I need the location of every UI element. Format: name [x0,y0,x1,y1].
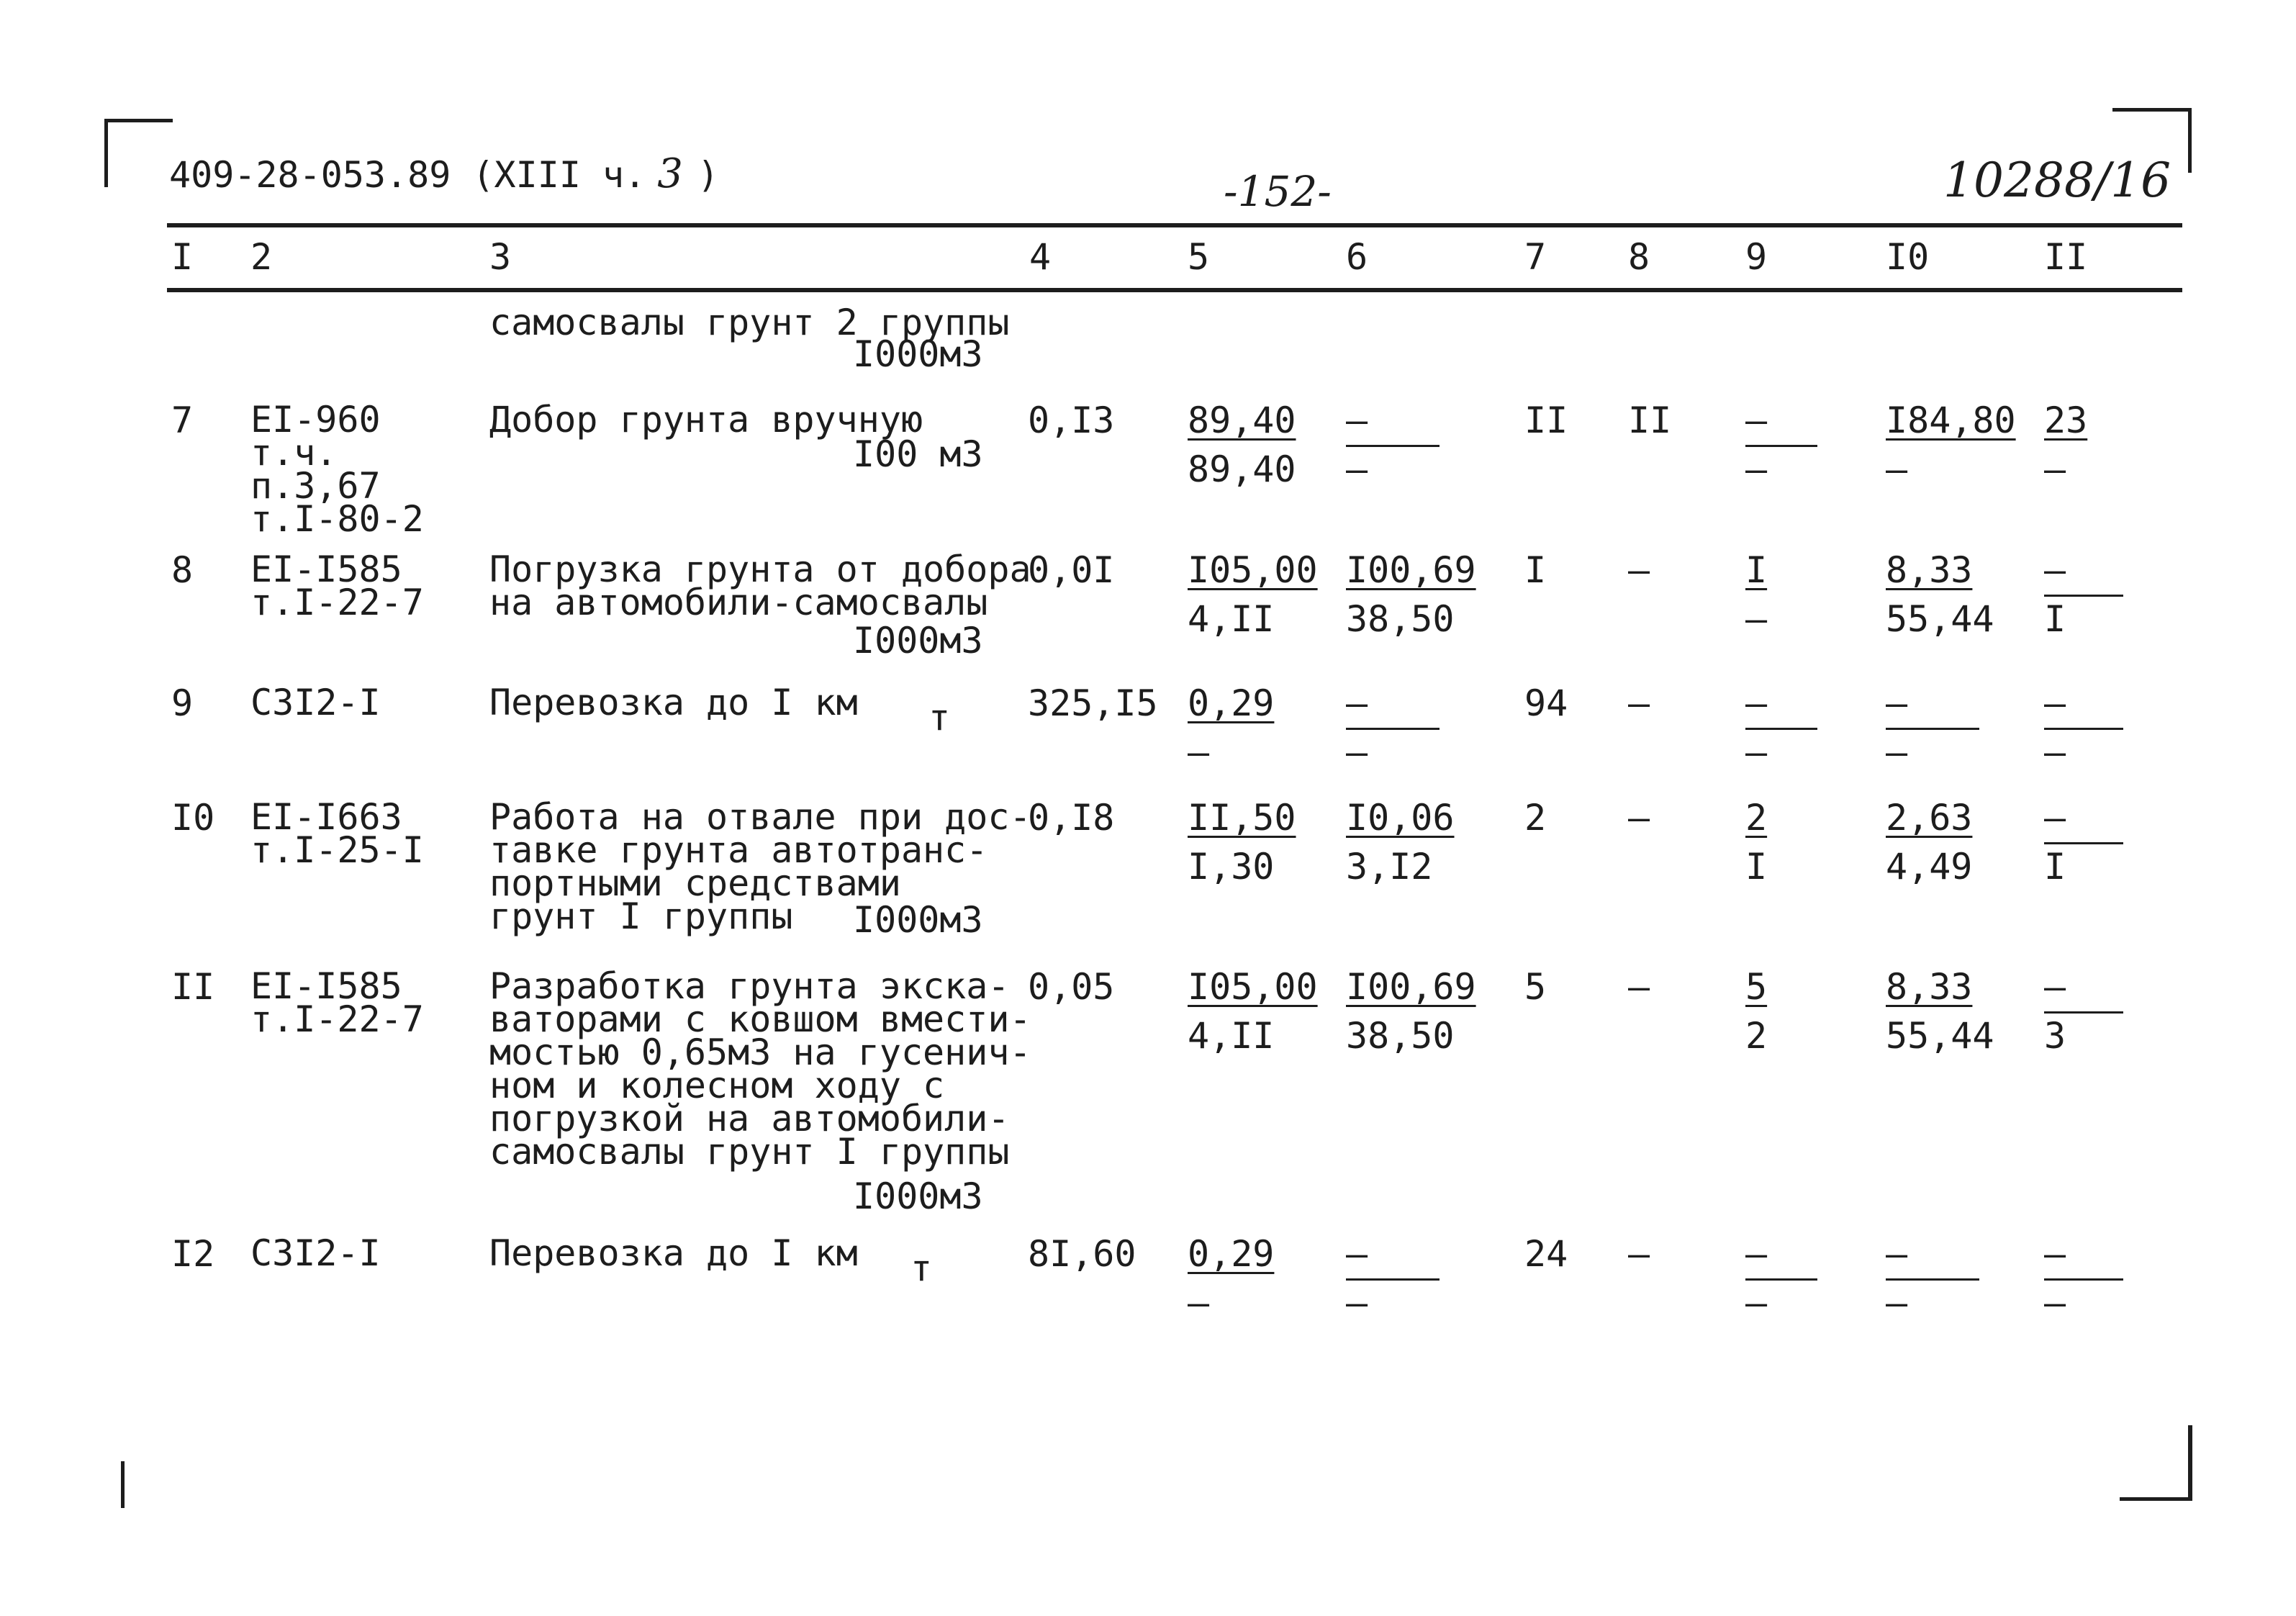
row-2-desc-line: на автомобили-самосвалы [489,582,988,623]
row-5-col5-top: I05,00 [1188,966,1318,1008]
row-3-col10-bottom: – [1886,731,1908,773]
row-1-col8: II [1628,400,1672,441]
row-5-code-line: т.I-22-7 [250,998,424,1040]
row-4-col9-bottom: I [1745,846,1768,888]
row-2-col9-bottom: – [1745,598,1768,640]
row-4-col5-bottom: I,30 [1188,846,1275,888]
row-1-col4: 0,I3 [1028,400,1115,441]
row-2-code-line: т.I-22-7 [250,582,424,623]
continuation-desc: самосвалы грунт 2 группы [489,302,1010,343]
row-2-col7: I [1524,549,1547,591]
row-5-desc-line: мостью 0,65м3 на гусенич- [489,1032,1031,1073]
row-3-col6-top: – [1346,682,1368,724]
row-6-col10-top-rule [1886,1278,1979,1281]
row-6-col6-top: – [1346,1233,1368,1275]
row-2-col5-top: I05,00 [1188,549,1318,591]
row-2-col6-top: I00,69 [1346,549,1476,591]
frame-corner-top-right-horizontal [2112,108,2192,112]
row-5-desc-line: Разработка грунта экска- [489,965,1010,1007]
row-2-col9-top: I [1745,549,1768,591]
row-4-desc-line: Работа на отвале при дос- [489,796,1031,838]
row-3-col4: 325,I5 [1028,682,1158,724]
row-2-code-line: EI-I585 [250,549,402,590]
row-6-col11-top: – [2044,1233,2066,1275]
row-6-col10-top: – [1886,1233,1908,1275]
row-1-col10-bottom: – [1886,448,1908,490]
row-4-desc-line: тавке грунта автотранс- [489,829,988,871]
row-3-col5-bottom: – [1188,731,1210,773]
continuation-unit: I000м3 [853,333,983,375]
row-1-col9-bottom: – [1745,448,1768,490]
row-3-col9-bottom: – [1745,731,1768,773]
row-6-col11-bottom: – [2044,1282,2066,1324]
document-code [169,150,720,197]
row-5-col8: – [1628,966,1650,1008]
row-4-col4: 0,I8 [1028,797,1115,839]
row-6-code-line: C3I2-I [250,1232,381,1274]
row-6-desc-line: Перевозка до I км [489,1232,858,1274]
column-header-9: 9 [1745,236,1768,278]
row-4-desc-line: грунт I группы [489,895,793,937]
row-1-col9-top: – [1745,400,1768,441]
row-6-col5-top: 0,29 [1188,1233,1275,1275]
row-5-number: II [171,966,215,1008]
row-1-unit: I00 м3 [853,433,983,475]
page-number: -152- [1224,167,1332,216]
row-5-col6-top: I00,69 [1346,966,1476,1008]
row-1-desc-line: Добор грунта вручную [489,399,923,441]
row-5-col9-top: 5 [1745,966,1768,1008]
row-4-col11-bottom: I [2044,846,2066,888]
row-3-col11-top: – [2044,682,2066,724]
row-4-col6-top: I0,06 [1346,797,1455,839]
row-3-unit: т [928,697,951,739]
header-rule-bottom [167,288,2182,292]
document-part-number: 3 [657,150,683,197]
row-3-col6-bottom: – [1346,731,1368,773]
document-code-text: 409-28-053.89 (XIII ч. [169,154,646,196]
row-1-code-line: п.3,67 [250,465,381,507]
sheet-number: 10288/16 [1943,153,2171,208]
row-1-col5-top: 89,40 [1188,400,1296,441]
row-3-col6-top-rule [1346,728,1439,730]
row-6-col8: – [1628,1233,1650,1275]
row-2-desc-line: Погрузка грунта от добора [489,549,1031,590]
row-5-unit: I000м3 [853,1175,983,1217]
row-3-col9-top-rule [1745,728,1817,730]
column-header-11: II [2044,236,2088,278]
row-2-unit: I000м3 [853,620,983,662]
row-1-col6-top: – [1346,400,1368,441]
row-4-unit: I000м3 [853,899,983,941]
row-2-col10-bottom: 55,44 [1886,598,1994,640]
row-6-col11-top-rule [2044,1278,2123,1281]
row-3-col10-top-rule [1886,728,1979,730]
frame-corner-bottom-right-horizontal [2120,1497,2192,1501]
row-5-desc-line: ном и колесном ходу с [489,1065,945,1106]
row-2-number: 8 [171,549,194,591]
row-1-number: 7 [171,400,194,441]
column-header-2: 2 [250,236,273,278]
row-6-col6-top-rule [1346,1278,1439,1281]
row-1-col11-top: 23 [2044,400,2088,441]
row-3-col11-top-rule [2044,728,2123,730]
row-6-col4: 8I,60 [1028,1233,1136,1275]
row-5-col4: 0,05 [1028,966,1115,1008]
column-header-10: I0 [1886,236,1930,278]
row-4-col5-top: II,50 [1188,797,1296,839]
row-4-col6-bottom: 3,I2 [1346,846,1433,888]
row-5-col6-bottom: 38,50 [1346,1015,1455,1057]
row-6-number: I2 [171,1233,215,1275]
frame-corner-bottom-right-vertical [2188,1425,2192,1501]
row-5-col9-bottom: 2 [1745,1015,1768,1057]
row-5-desc-line: самосвалы грунт I группы [489,1131,1010,1173]
row-2-col11-top-rule [2044,595,2123,597]
row-1-col7: II [1524,400,1568,441]
row-6-col10-bottom: – [1886,1282,1908,1324]
row-5-col11-top-rule [2044,1011,2123,1014]
row-2-col11-top: – [2044,549,2066,591]
column-header-1: I [171,236,194,278]
row-2-col8: – [1628,549,1650,591]
row-5-col11-top: – [2044,966,2066,1008]
row-1-col6-bottom: – [1346,448,1368,490]
column-header-3: 3 [489,236,512,278]
row-4-col11-top: – [2044,797,2066,839]
row-5-desc-line: ваторами с ковшом вмести- [489,998,1031,1040]
row-6-col7: 24 [1524,1233,1568,1275]
frame-corner-top-left-horizontal [104,119,173,122]
frame-corner-top-left-vertical [104,119,108,187]
row-4-desc-line: портными средствами [489,862,901,904]
row-6-col9-top-rule [1745,1278,1817,1281]
frame-corner-top-right-vertical [2188,108,2192,173]
column-header-7: 7 [1524,236,1547,278]
row-3-col7: 94 [1524,682,1568,724]
row-1-col6-top-rule [1346,445,1439,447]
row-3-col11-bottom: – [2044,731,2066,773]
frame-corner-bottom-left-vertical [121,1461,125,1508]
column-header-8: 8 [1628,236,1650,278]
row-4-col11-top-rule [2044,842,2123,844]
row-4-col10-bottom: 4,49 [1886,846,1973,888]
column-header-4: 4 [1029,236,1052,278]
row-2-col5-bottom: 4,II [1188,598,1275,640]
row-3-col10-top: – [1886,682,1908,724]
document-part-close: ) [697,154,720,196]
row-1-code-line: т.I-80-2 [250,498,424,540]
row-3-desc-line: Перевозка до I км [489,682,858,723]
row-1-col10-top: I84,80 [1886,400,2016,441]
header-rule-top [167,223,2182,227]
row-2-col10-top: 8,33 [1886,549,1973,591]
row-4-number: I0 [171,797,215,839]
row-5-code-line: EI-I585 [250,965,402,1007]
row-1-code-line: EI-960 [250,399,381,441]
row-4-col8: – [1628,797,1650,839]
row-2-col11-bottom: I [2044,598,2066,640]
row-4-code-line: т.I-25-I [250,829,424,871]
row-1-col11-bottom: – [2044,448,2066,490]
row-5-col10-top: 8,33 [1886,966,1973,1008]
row-6-col9-bottom: – [1745,1282,1768,1324]
row-3-col5-top: 0,29 [1188,682,1275,724]
row-5-col10-bottom: 55,44 [1886,1015,1994,1057]
row-6-col6-bottom: – [1346,1282,1368,1324]
column-header-6: 6 [1346,236,1368,278]
row-1-code-line: т.ч. [250,432,338,474]
row-3-number: 9 [171,682,194,724]
row-5-desc-line: погрузкой на автомобили- [489,1098,1010,1139]
row-6-col5-bottom: – [1188,1282,1210,1324]
row-1-col5-bottom: 89,40 [1188,448,1296,490]
row-5-col11-bottom: 3 [2044,1015,2066,1057]
column-header-5: 5 [1188,236,1210,278]
row-2-col4: 0,0I [1028,549,1115,591]
row-4-col10-top: 2,63 [1886,797,1973,839]
row-6-col9-top: – [1745,1233,1768,1275]
row-4-col9-top: 2 [1745,797,1768,839]
row-5-col5-bottom: 4,II [1188,1015,1275,1057]
row-2-col6-bottom: 38,50 [1346,598,1455,640]
row-1-col9-top-rule [1745,445,1817,447]
row-4-code-line: EI-I663 [250,796,402,838]
row-3-code-line: C3I2-I [250,682,381,723]
row-4-col7: 2 [1524,797,1547,839]
row-6-unit: т [910,1247,933,1289]
row-3-col8: – [1628,682,1650,724]
row-5-col7: 5 [1524,966,1547,1008]
row-3-col9-top: – [1745,682,1768,724]
